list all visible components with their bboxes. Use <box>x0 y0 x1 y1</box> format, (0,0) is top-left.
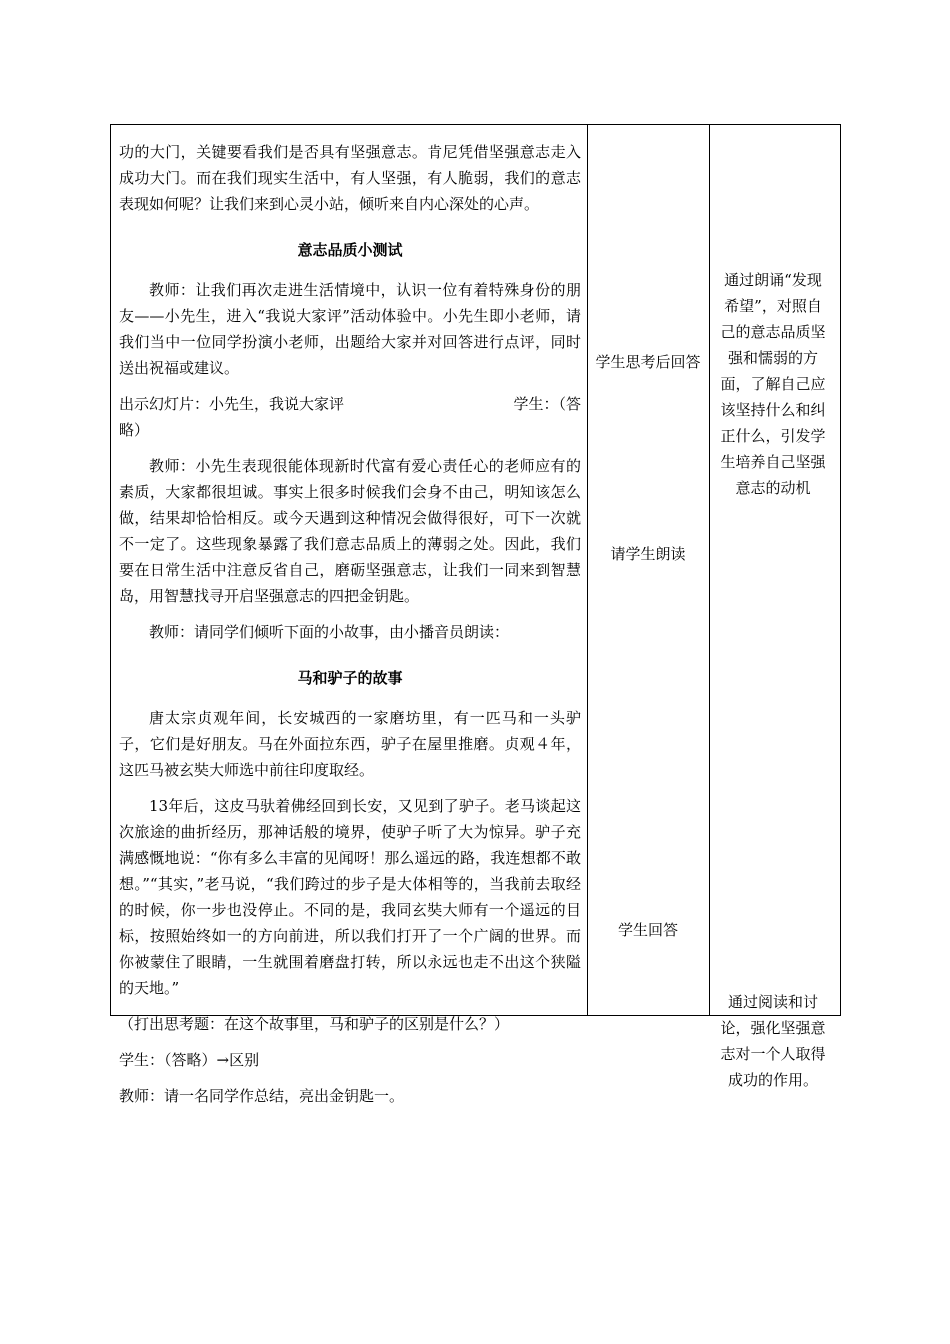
paragraph: （打出思考题：在这个故事里，马和驴子的区别是什么？） <box>119 1015 510 1033</box>
student-activity-note: 请学生朗读 <box>610 545 686 563</box>
student-activity-note: 学生回答 <box>617 921 678 939</box>
paragraph: 学生：（答略）→区别 <box>119 1051 260 1069</box>
design-intent-note: 通过朗诵“发现希望”，对照自己的意志品质坚强和懦弱的方面，了解自己应该坚持什么和纠正什么，引发学生培养自己坚强意志的动机 <box>720 271 826 497</box>
paragraph: 教师：让我们再次走进生活情境中，认识一位有着特殊身份的朋友——小先生，进入“我说大家评”活动体验中。小先生即小老师，请我们当中一位同学扮演小老师，出题给大家并对回答进行点评，同时送出祝福或建议。 <box>119 281 581 377</box>
paragraph: 教师：小先生表现很能体现新时代富有爱心责任心的老师应有的素质，大家都很坦诚。事实上很多时候我们会身不由己，明知该怎么做，结果却恰恰相反。或今天遇到这种情况会做得很好，可下一次就不一定了。这些现象暴露了我们意志品质上的薄弱之处。因此，我们要在日常生活中注意反省自己，磨砺坚强意志，让我们一同来到智慧岛，用智慧找寻开启坚强意志的四把金钥匙。 <box>119 457 581 605</box>
paragraph: 唐太宗贞观年间，长安城西的一家磨坊里，有一匹马和一头驴子，它们是好朋友。马在外面拉东西，驴子在屋里推磨。贞观４年，这匹马被玄奘大师选中前往印度取经。 <box>119 709 581 779</box>
paragraph: 教师：请同学们倾听下面的小故事，由小播音员朗读： <box>149 623 510 641</box>
slide-line <box>119 391 581 443</box>
paragraph: 13年后，这皮马驮着佛经回到长安，又见到了驴子。老马谈起这次旅途的曲折经历，那神话般的境界，使驴子听了大为惊异。驴子充满感慨地说：“你有多么丰富的见闻呀！那么遥远的路，我连想都不敢想。”“其实，”老马说，“我们跨过的步子是大体相等的，当我前去取经的时候，你一步也没停止。不同的是，我同玄奘大师有一个遥远的目标，按照始终如一的方向前进，所以我们打开了一个广阔的世界。而你被蒙住了眼睛，一生就围着磨盘打转，所以永远也走不出这个狭隘的天地。” <box>119 797 581 997</box>
teaching-process-column <box>119 139 581 1119</box>
section-heading: 马和驴子的故事 <box>297 669 403 687</box>
design-intent-note: 通过阅读和讨论，强化坚强意志对一个人取得成功的作用。 <box>720 993 826 1089</box>
paragraph: 功的大门，关键要看我们是否具有坚强意志。肯尼凭借坚强意志走入成功大门。而在我们现实生活中，有人坚强，有人脆弱，我们的意志表现如何呢？让我们来到心灵小站，倾听来自内心深处的心声。 <box>119 143 581 213</box>
section-heading: 意志品质小测试 <box>297 241 403 259</box>
student-text: 学生：（答 <box>513 395 581 413</box>
slide-text: 出示幻灯片：小先生，我说大家评 <box>119 395 345 413</box>
student-text-cont: 略） <box>119 421 150 439</box>
student-activity-note: 学生思考后回答 <box>595 353 701 371</box>
column-divider <box>709 125 710 1015</box>
column-divider <box>587 125 588 1015</box>
paragraph: 教师：请一名同学作总结，亮出金钥匙一。 <box>119 1087 405 1105</box>
lesson-plan-table <box>110 124 841 1105</box>
